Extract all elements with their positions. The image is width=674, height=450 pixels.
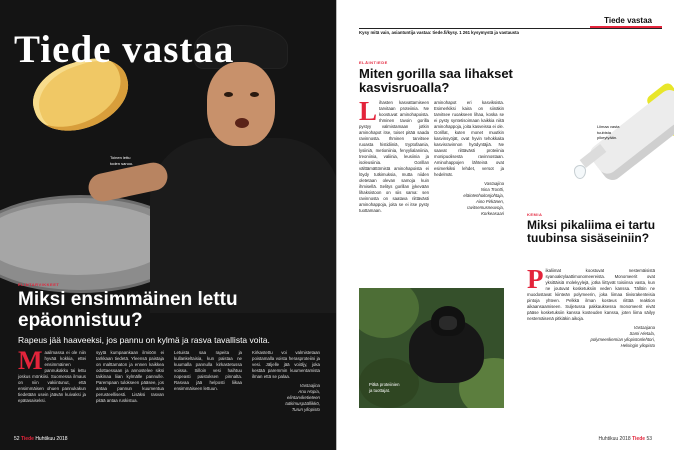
author-signature: Vastaajana Sami Hietala, polymeerikemian yliopistonlehtori, Helsingin yliopisto xyxy=(590,325,655,348)
chef-eye-right xyxy=(250,92,259,97)
left-page xyxy=(0,0,336,450)
body-text: aminohapot eri kasviksista. Esimerkiksi kaira on siinäkin tarvitsee ruoakseen lihaa, koska se ei pysty syntetisoimaan kaikkia niitä aminohappoja, joita kasveissa ei ole. Gorillat, kuten monet muutkin kasvinsyöjät, ovat hyvin tehokkaita kasvisravinnon hyödyntäjiä. Ne saavat riittävästi proteiinia monipuolisesta ravinnostaan. Aminohappojen lähteinä ovat esimerkiksi lehdet, versot ja hedelmät. xyxy=(434,100,504,177)
chef-face xyxy=(207,62,275,146)
glue-caption: Liimaa vasta tuubista pikeytyään. xyxy=(597,124,620,141)
folio-issue: Huhtikuu 2018 xyxy=(35,436,68,442)
article-kicker: ELÄINTIEDE xyxy=(359,60,388,65)
page-number: 53 xyxy=(646,436,652,442)
body-column-1 xyxy=(359,96,429,214)
body-column-2 xyxy=(96,350,164,404)
section-title: Tiede vastaa xyxy=(14,28,235,71)
header-rule xyxy=(359,28,662,29)
body-text: ikaliimat koostuvat nestemäisistä syanoakrylaattimonomeereista. Monomeerit ovat yksittäisiä molekyylejä, jotka liittyvät toisiinsa vasta, kun ne joutuvat kosketuksiin veden kanssa. Tällöin ne muodostavat kiinteän polymeerin, joka liimaa tiivisrakenteisia pintoja yhteen. Pelkkä ilman kosteus riittää reaktion aikaansaamiseen. Suljetussa pakkauksessa monomeerit eivät pääse kosketuksiin kanssa kosteuden kanssa, joten liima säilyy nestemäisenä pitkiäkin aikoja. xyxy=(527,268,655,321)
body-text: syytä kumpaankaan ilmiöön ei tarkkaan tiedetä. Yleensä paistaja on malttamaton ja ennen kaikkea odottaessaan ja annostelee siksi taikinaa liian kylmälle pannulle. Parempaan tulokseen pääsee, jos antaa pannun kuumentua perusteellisesti. Lisäksi rasvan pitää antaa ruskistua. xyxy=(96,350,164,403)
folio-issue: Huhtikuu 2018 xyxy=(598,436,631,442)
page-folio xyxy=(14,436,68,442)
photo-caption: Toinen lettu toden sanoo. xyxy=(110,155,134,166)
chef-jacket xyxy=(150,138,336,313)
body-column-4 xyxy=(252,350,320,413)
body-text: ihasten kasvattamiseen tarvitaan proteiinia. Ne koostuvat aminohapoista. Ihminen tavoin gorilla pystyy valmistamaan jotkin aminohapot itse, toiset pitää saada ravinnosta. Ihminen tarvitsee ruoasta histidiiniä, tryptofaania, lysiiniä, metioniinia, fenyylialaniinia, treoniinia, valiinia, leusiinia ja isoleusiinia. Gorillan välttämättömistä aminohapoista ei löydy tutkimuksia, mutta niiden oletetaan olevan samoja kuin ihmisellä. Selitys gorillan jykevään lihaksistoon on siis sama: sen ravinnosta on saatava riittävästi aminohappoja, joita se ei itse pysty tuottamaan. xyxy=(359,100,429,213)
body-text: aailmassa ei ole niin hyvää kokkia, ettei ensimmäinen pannukakku tai lettu joskus mönkiisi. Suomessa ilmaus on niin vakiintunut, että ensimmäisen ohuen pannukakun tiedetään usein jäävän kuivaksi ja epätasaiseksi. xyxy=(18,350,86,403)
chef-eye-left xyxy=(224,92,233,97)
body-column xyxy=(527,264,655,349)
photo-caption: Pitkä proteiinien ja tuottajat. xyxy=(369,382,400,394)
gorilla-face xyxy=(439,316,457,330)
article-deck: Rapeus jää haaveeksi, jos pannu on kylmä ja rasva tavallista voita. xyxy=(18,335,270,345)
chef-mouth xyxy=(235,118,249,128)
article-body xyxy=(18,346,323,435)
drop-cap: M xyxy=(18,346,43,375)
foliage xyxy=(359,288,419,338)
body-column-2 xyxy=(434,100,504,217)
article-headline: Miksi ensimmäinen lettu epäonnistuu? xyxy=(18,289,238,331)
body-text: Letuista saa rapeita ja kullankeltaisia, kun paistaa ne kuumalla pannulla kirkastetussa voissa. Silloin vesi haihtuu nopeasti paistoksen pinnalta. Rasvaa jää helposti liikaa ensimmäiseen lettuun. xyxy=(174,350,242,391)
drop-cap: L xyxy=(359,96,378,126)
folio-label: Tiede xyxy=(20,436,34,442)
article-headline: Miten gorilla saa lihakset kasvisruoalla? xyxy=(359,66,513,95)
right-page xyxy=(337,0,674,450)
body-column-3 xyxy=(174,350,242,392)
author-signature: Vastaajina Anu Hopia, elintarviketieteen tutkimuspäällikkö, Turun yliopisto xyxy=(285,383,320,412)
drop-cap: P xyxy=(527,264,544,294)
section-title: Tiede vastaa xyxy=(604,16,652,25)
article-kicker: ELINTARVIKKEET xyxy=(18,282,60,287)
author-signature: Vastaajina Nina Trontti, eläintenhoitonjohtaja, Aino Pirkänen, ravitsemusneuvoja, Korkeasaari xyxy=(463,181,504,216)
glue-drop xyxy=(574,165,586,179)
gorilla-photo xyxy=(359,288,504,408)
page-folio xyxy=(598,436,652,442)
folio-label: Tiede xyxy=(632,436,646,442)
page-number: 52 xyxy=(14,436,20,442)
body-text: Kirkastettu voi valmistetaan poistamalla voista herasproteiini ja vesi. Jäljelle jää voiöljy, joka kestää paremmin kuumentamista ilman että se palaa. xyxy=(252,350,320,379)
article-headline: Miksi pikaliima ei tartu tuubinsa sisäseiniin? xyxy=(527,218,656,245)
article-kicker: KEMIA xyxy=(527,212,543,217)
body-column-1 xyxy=(18,346,86,404)
ask-expert-note: Kysy mitä vain, asiantuntija vastaa: tiede.fi/kysy. 1 261 kysymystä ja vastausta xyxy=(359,30,519,35)
